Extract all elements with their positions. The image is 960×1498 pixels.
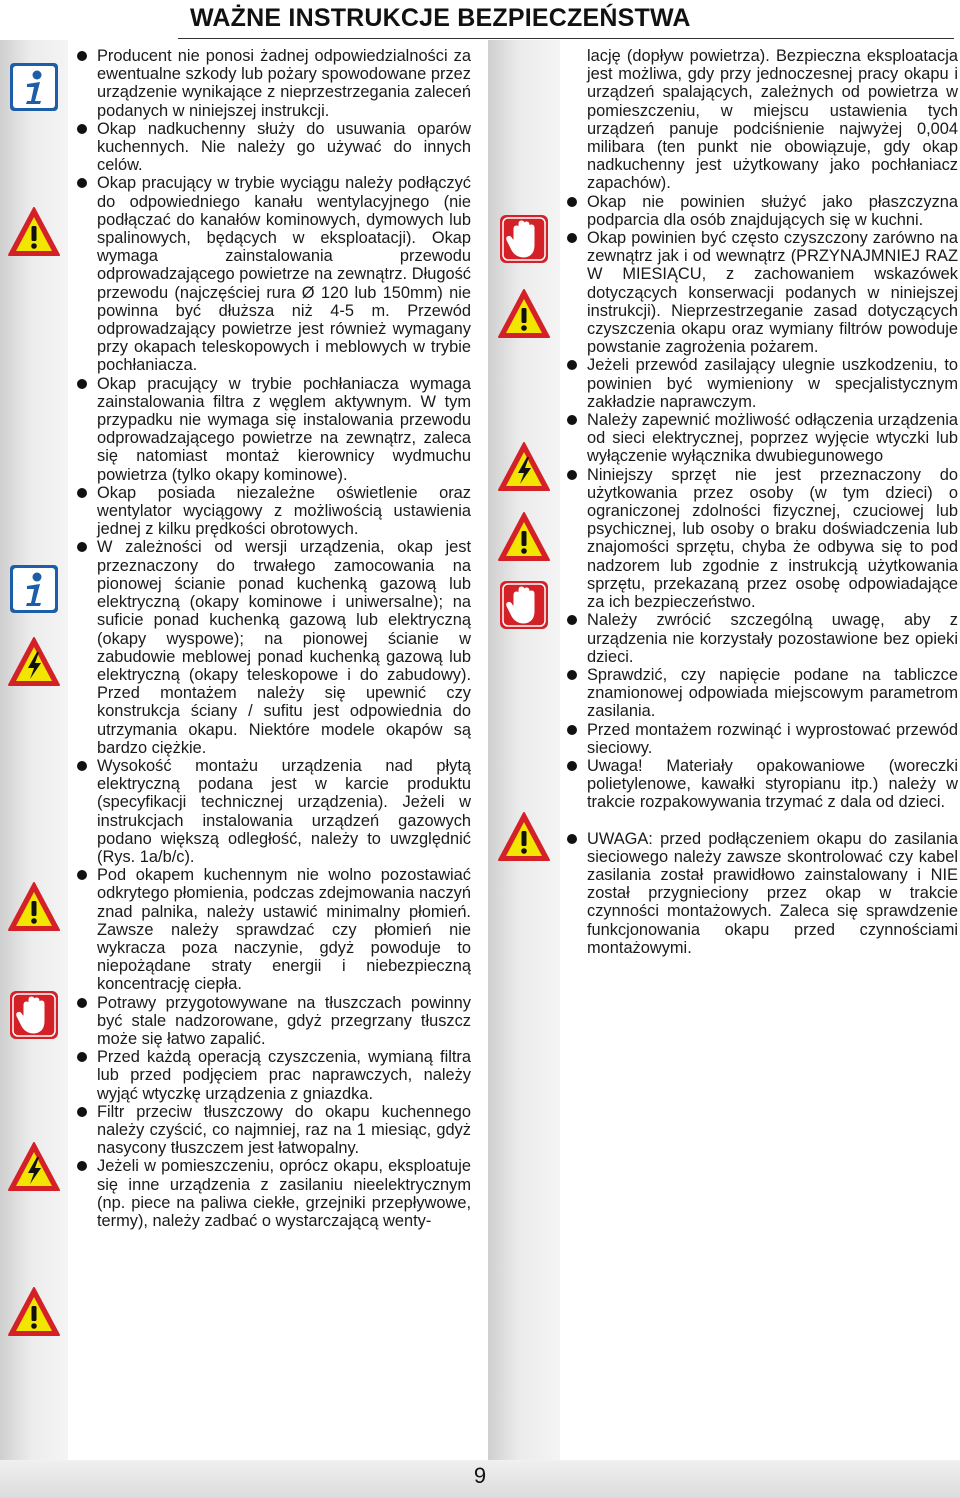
list-item-text: Należy zapewnić możliwość odłączenia urządzenia od sieci elektrycznej, poprzez wyjęcie wtyczki lub wyłączenie wyłącznika dwubiegunowego <box>587 411 958 466</box>
list-item-text: UWAGA: przed podłączeniem okapu do zasilania sieciowego należy zawsze skontrolować czy kabel zasilania został prawidłowo zainstalowany i NIE został przygnieciony przez okap w trakcie czynności montażowych. Zaleca się sprawdzenie funkcjonowania okapu przed czynnościami montażowymi. <box>587 829 958 957</box>
bullet-icon <box>77 488 87 498</box>
list-item <box>566 721 958 757</box>
continued-paragraph: lację (dopływ powietrza). Bezpieczna eksploatacja jest możliwa, gdy przy jednoczesnej pracy okapu i urządzeń spalających, zależnych od powietrza w pomieszczeniu, w miejscu ustawienia tych urządzeń panuje podciśnienie najwyżej 0,004 milibara (ten punkt nie obowiązuje, gdy okap nadkuchenny jest użytkowany jako pochłaniacz zapachów). <box>587 47 958 193</box>
electric-shock-icon <box>7 635 61 689</box>
list-item-text: Jeżeli przewód zasilający ulegnie uszkodzeniu, to powinien być wymieniony w specjalistycznym zakładzie naprawczym. <box>587 356 958 411</box>
list-item <box>76 375 471 484</box>
info-icon <box>7 562 61 616</box>
bullet-icon <box>77 124 87 134</box>
list-item <box>566 356 958 411</box>
spacer <box>566 812 958 830</box>
warning-icon <box>497 810 551 864</box>
warning-icon <box>7 1285 61 1339</box>
right-text-column <box>566 47 958 957</box>
bullet-icon <box>567 197 577 207</box>
warning-icon <box>497 510 551 564</box>
stop-hand-icon <box>497 212 551 266</box>
list-item-text: Przed montażem rozwinąć i wyprostować przewód sieciowy. <box>587 720 958 757</box>
list-item-text: Jeżeli w pomieszczeniu, oprócz okapu, eksploatuje się inne urządzenia z zasilaniu nieelektrycznym (np. piece na paliwa ciekłe, grzejniki przepływowe, termy), należy zadbać o wystarczającą wenty- <box>97 1157 471 1230</box>
list-item <box>566 666 958 721</box>
list-item-text: Okap nadkuchenny służy do usuwania oparów kuchennych. Nie należy go używać do innych celów. <box>97 119 471 175</box>
list-item-text: W zależności od wersji urządzenia, okap jest przeznaczony do trwałego zamocowania na pionowej ścianie ponad kuchenką gazową lub elektryczną (okapy kominowe i uniwersalne); na suficie ponad kuchenką gazową lub elektryczną (okapy wyspowe); na pionowej ścianie w zabudowie meblowej ponad kuchenką gazową lub elektryczną (okapy teleskopowe i do zabudowy). Przed montażem należy się upewnić czy konstrukcja ściany / sufitu jest odpowiednia do utrzymania okapu. Niektóre modele okapów są bardzo ciężkie. <box>97 538 471 757</box>
list-item-text: Pod okapem kuchennym nie wolno pozostawiać odkrytego płomienia, podczas zdejmowania naczyń znad palnika, należy ustawić minimalny płomień. Zawsze należy sprawdzać czy płomień nie wykracza poza naczynie, gdyż powoduje to niepożądane straty energii i niebezpieczną koncentrację ciepła. <box>97 866 471 994</box>
list-item <box>76 866 471 993</box>
title-underline <box>178 38 954 39</box>
page-number: 9 <box>473 1463 487 1488</box>
bullet-icon <box>77 761 87 771</box>
bullet-icon <box>77 870 87 880</box>
list-item <box>76 538 471 756</box>
list-item-text: Filtr przeciw tłuszczowy do okapu kuchennego należy czyścić, co najmniej, raz na 1 miesiąc, gdyż nasycony tłuszczem jest łatwopalny. <box>97 1102 471 1158</box>
list-item-text: Należy zwrócić szczególną uwagę, aby z urządzenia nie korzystały pozostawione bez opieki dzieci. <box>587 611 958 666</box>
bullet-icon <box>77 379 87 389</box>
stop-hand-icon <box>497 578 551 632</box>
list-item <box>566 411 958 466</box>
list-item <box>76 1157 471 1230</box>
page-title: WAŻNE INSTRUKCJE BEZPIECZEŃSTWA <box>190 4 691 32</box>
list-item <box>76 484 471 539</box>
list-item-text: Okap posiada niezależne oświetlenie oraz wentylator wyciągowy z możliwością ustawienia jednej z kilku prędkości obrotowych. <box>97 483 471 539</box>
list-item-text: Przed każdą operacją czyszczenia, wymianą filtra lub przed podjęciem prac naprawczych, należy wyjąć wtyczkę urządzenia z gniazdka. <box>97 1048 471 1103</box>
bullet-icon <box>77 542 87 552</box>
bullet-icon <box>567 470 577 480</box>
list-item-text: Sprawdzić, czy napięcie podane na tabliczce znamionowej odpowiada miejscowym parametrom zasilania. <box>587 665 958 721</box>
list-item-text: Okap powinien być często czyszczony zarówno na zewnątrz jak i od wewnątrz (PRZYNAJMNIEJ RAZ W MIESIĄCU, z zachowaniem wskazówek dotyczących konserwacji podanych w niniejszej instrukcji). Nieprzestrzeganie zasad dotyczących czyszczenia okapu oraz wymiany filtrów powoduje powstanie zagrożenia pożarem. <box>587 229 958 357</box>
list-item <box>566 830 958 957</box>
list-item-text: Okap nie powinien służyć jako płaszczyzna podparcia dla osób znajdujących się w kuchni. <box>587 192 958 229</box>
list-item <box>76 174 471 374</box>
list-item-text: Okap pracujący w trybie pochłaniacza wymaga zainstalowania filtra z węglem aktywnym. W tym przypadku nie wymaga się instalowania przewodu odprowadzającego powietrze na zewnątrz, zaleca się natomiast montaż kierownicy wydmuchu powietrza (tylko okapy kominowe). <box>97 374 471 484</box>
list-item <box>566 757 958 812</box>
electric-shock-icon <box>497 440 551 494</box>
bullet-icon <box>77 51 87 61</box>
list-item-text: Potrawy przygotowywane na tłuszczach powinny być stale nadzorowane, gdyż przegrzany tłuszcz może się łatwo zapalić. <box>97 993 471 1048</box>
list-item <box>76 120 471 175</box>
bullet-icon <box>567 834 577 844</box>
list-item-text: Uwaga! Materiały opakowaniowe (woreczki polietylenowe, kawałki styropianu itp.) należy w trakcie rozpakowywania trzymać z dala od dzieci. <box>587 756 958 812</box>
list-item <box>76 1048 471 1103</box>
list-item <box>76 1103 471 1158</box>
list-item-text: Producent nie ponosi żadnej odpowiedzialności za ewentualne szkody lub pożary spowodowane przez urządzenie wynikające z nieprzestrzegania zaleceń podanych w niniejszej instrukcji. <box>97 47 471 120</box>
warning-icon <box>497 287 551 341</box>
bullet-icon <box>77 1107 87 1117</box>
list-item <box>566 611 958 666</box>
bullet-icon <box>567 415 577 425</box>
list-item-text: Wysokość montażu urządzenia nad płytą elektryczną podana jest w karcie produktu (specyfikacji technicznej urządzenia). Jeżeli w instrukcjach instalowania urządzeń gazowych podano większą odległość, należy to uwzględnić (Rys. 1a/b/c). <box>97 756 471 866</box>
bullet-icon <box>567 761 577 771</box>
electric-shock-icon <box>7 1140 61 1194</box>
warning-icon <box>7 880 61 934</box>
list-item <box>76 757 471 866</box>
list-item-text: Niniejszy sprzęt nie jest przeznaczony do użytkowania przez osoby (w tym dzieci) o ograniczonej zdolności fizycznej, czuciowej lub psychicznej, lub osoby o braku doświadczenia lub znajomości sprzętu, chyba że odbywa się to pod nadzorem lub zgodnie z instrukcją użytkowania sprzętu, przekazaną przez osobę odpowiadające za ich bezpieczeństwo. <box>587 465 958 612</box>
warning-icon <box>7 205 61 259</box>
bullet-icon <box>77 178 87 188</box>
bullet-icon <box>77 1161 87 1171</box>
list-item <box>566 229 958 356</box>
left-text-column <box>76 47 471 1230</box>
info-icon <box>7 60 61 114</box>
list-item-text: Okap pracujący w trybie wyciągu należy podłączyć do odpowiedniego kanału wentylacyjnego (nie podłączać do kanałów kominowych, dymowych lub spalinowych, będących w eksploatacji). Okap wymaga zainstalowania przewodu odprowadzającego powietrze na zewnątrz. Długość przewodu (najczęściej rura Ø 120 lub 150mm) nie powinna być dłuższa niż 4-5 m. Przewód odprowadzający powietrze jest również wymagany przy okapach teleskopowych i meblowych w trybie pochłaniacza. <box>97 174 471 375</box>
bullet-icon <box>567 360 577 370</box>
bullet-icon <box>567 725 577 735</box>
stop-hand-icon <box>7 988 61 1042</box>
bullet-icon <box>567 615 577 625</box>
list-item <box>76 994 471 1049</box>
bullet-icon <box>567 670 577 680</box>
list-item <box>566 466 958 612</box>
bullet-icon <box>77 998 87 1008</box>
bullet-icon <box>567 233 577 243</box>
bullet-icon <box>77 1052 87 1062</box>
list-item <box>566 193 958 229</box>
list-item <box>76 47 471 120</box>
